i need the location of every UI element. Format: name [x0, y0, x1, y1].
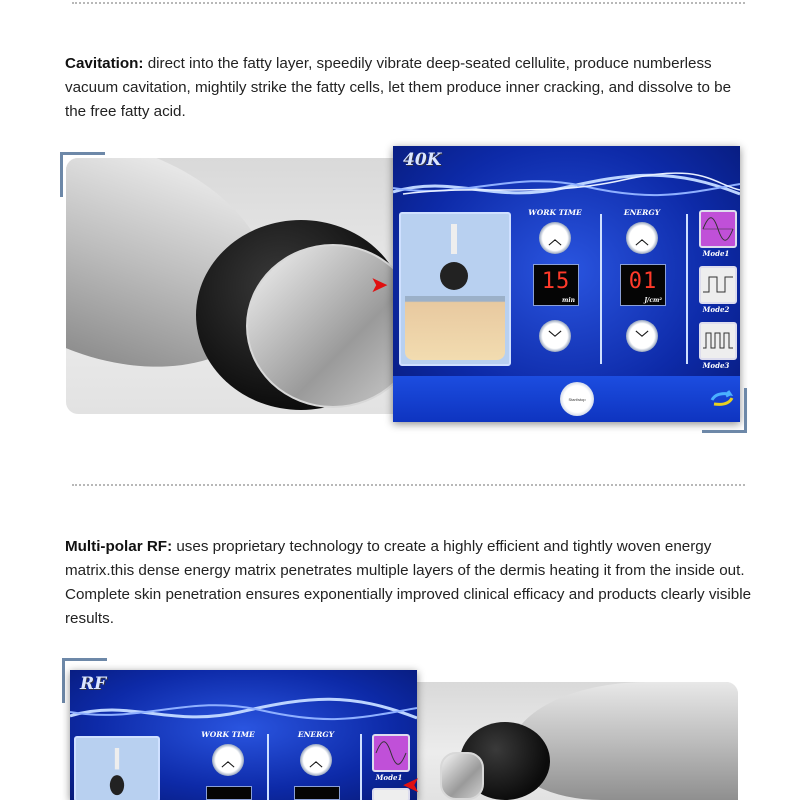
chevron-up-icon: ︿: [221, 753, 235, 769]
treatment-illustration: [74, 736, 160, 800]
work-time-label: WORK TIME: [201, 730, 255, 739]
rf-control-screen: [70, 670, 417, 800]
mode2-button[interactable]: [699, 266, 737, 304]
cavitation-heading: Cavitation:: [65, 55, 144, 72]
energy-value: 01: [628, 269, 658, 294]
work-time-display: [206, 786, 252, 800]
chevron-down-icon: ﹀: [548, 329, 562, 345]
mode2-label: Mode2: [702, 305, 730, 314]
chevron-up-icon: ︿: [635, 231, 649, 247]
cavitation-probe-photo: [66, 158, 406, 414]
red-arrow-icon: ➤: [402, 772, 421, 797]
screen-title: 40K: [403, 150, 442, 170]
energy-label: ENERGY: [623, 208, 661, 217]
square-wave-icon: [701, 268, 735, 302]
treatment-illustration: [399, 212, 511, 366]
energy-up-button[interactable]: [300, 744, 332, 776]
cavitation-text: direct into the fatty layer, speedily vibrate deep-seated cellulite, produce numberless vacuum cavitation, mightily strike the fatty cells, let them produce inner cracking, and dissolve to be the free fatty acid.: [65, 55, 732, 120]
dotted-divider: [72, 484, 745, 486]
sine-wave-icon: [701, 212, 735, 246]
divider: [686, 214, 688, 364]
work-time-display: [533, 264, 579, 306]
mode1-label: Mode1: [375, 773, 403, 782]
rf-description: [65, 535, 755, 631]
chevron-up-icon: ︿: [548, 231, 562, 247]
sine-wave-icon: [374, 736, 408, 770]
divider: [600, 214, 602, 364]
chevron-down-icon: ﹀: [635, 329, 649, 345]
mode1-label: Mode1: [702, 249, 730, 258]
energy-down-button[interactable]: [626, 320, 658, 352]
energy-unit: J/cm²: [644, 297, 662, 304]
work-time-up-button[interactable]: [212, 744, 244, 776]
energy-display: [620, 264, 666, 306]
work-time-down-button[interactable]: [539, 320, 571, 352]
cavitation-description: [65, 52, 755, 124]
energy-label: ENERGY: [297, 730, 335, 739]
mode1-button[interactable]: [699, 210, 737, 248]
screen-title: RF: [80, 674, 107, 694]
rf-text: uses proprietary technology to create a highly efficient and tightly woven energy matrix.this dense energy matrix penetrates multiple layers of the dermis heating it from the inside out. Complete skin penetration ensures exponentially improved clinical efficacy and products clearly visible results.: [65, 538, 752, 627]
work-time-value: 15: [541, 269, 571, 294]
corner-bracket: [702, 388, 747, 433]
cavitation-control-screen: [393, 146, 740, 422]
mode3-button[interactable]: [699, 322, 737, 360]
rf-probe-photo: [400, 682, 738, 800]
divider: [360, 734, 362, 800]
rf-heading: Multi-polar RF:: [65, 538, 173, 555]
mode1-button[interactable]: [372, 734, 410, 772]
start-stop-label: Start/stop: [568, 396, 586, 402]
work-time-up-button[interactable]: [539, 222, 571, 254]
wave-decoration: [70, 688, 417, 728]
work-time-label: WORK TIME: [528, 208, 582, 217]
divider: [267, 734, 269, 800]
pulse-wave-icon: [701, 324, 735, 358]
red-arrow-icon: ➤: [370, 272, 389, 297]
start-stop-button[interactable]: [560, 382, 594, 416]
wave-decoration: [393, 164, 740, 204]
dotted-divider: [72, 2, 745, 4]
energy-up-button[interactable]: [626, 222, 658, 254]
mode3-label: Mode3: [702, 361, 730, 370]
chevron-up-icon: ︿: [309, 753, 323, 769]
work-time-unit: min: [562, 297, 575, 304]
energy-display: [294, 786, 340, 800]
